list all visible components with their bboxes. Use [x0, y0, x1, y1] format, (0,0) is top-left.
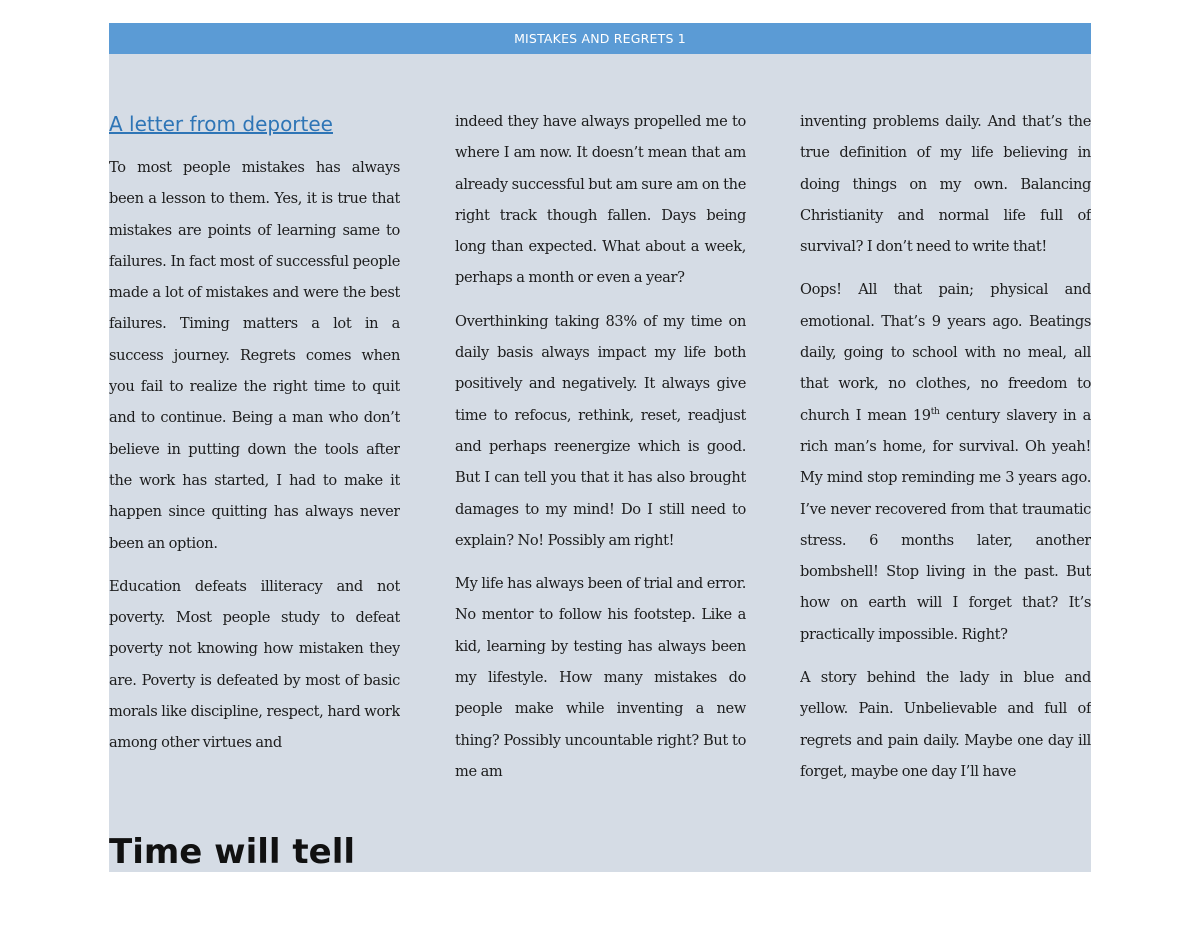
paragraph: To most people mistakes has always been a lesson to them. Yes, it is true that mistakes are points of learning same to failures. In fact most of successful people made a lot of mistakes and were the best failures. Timing matters a lot in a success journey. Regrets comes when you fail to realize the right time to quit and to continue. Being a man who don’t believe in putting down the tools after the work has started, I had to make it happen since quitting has always never been an option.: [109, 159, 400, 552]
page-header: [109, 23, 1091, 54]
document-page: [109, 23, 1091, 872]
paragraph: A story behind the lady in blue and yellow. Pain. Unbelievable and full of regrets and pain daily. Maybe one day ill forget, maybe one day I’ll have: [800, 669, 1091, 780]
paragraph: Education defeats illiteracy and not poverty. Most people study to defeat poverty not knowing how mistaken they are. Poverty is defeated by most of basic morals like discipline, respect, hard work among other virtues and: [109, 577, 400, 752]
column-1-body: [109, 152, 400, 774]
paragraph-text: century slavery in a rich man’s home, for survival. Oh yeah! My mind stop reminding me 3 years ago. I’ve never recovered from that traumatic stress. 6 months later, another bombshell! Stop living in the past. But how on earth will I forget that? It’s practically impossible. Right?: [800, 406, 1091, 643]
superscript: th: [930, 406, 940, 417]
paragraph: Overthinking taking 83% of my time on daily basis always impact my life both positively and negatively. It always give time to refocus, rethink, reset, readjust and perhaps reenergize which is good. But I can tell you that it has also brought damages to my mind! Do I still need to explain? No! Possibly am right!: [455, 312, 746, 549]
article-title[interactable]: A letter from deportee: [109, 112, 333, 136]
paragraph: inventing problems daily. And that’s the true definition of my life believing in doing things on my own. Balancing Christianity and normal life full of survival? I don’t need to write that!: [800, 113, 1091, 256]
column-3: [800, 106, 1091, 792]
paragraph: My life has always been of trial and error. No mentor to follow his footstep. Like a kid, learning by testing has always been my lifestyle. How many mistakes do people make while inventing a new thing? Possibly uncountable right? But to me am: [455, 575, 746, 780]
paragraph-text: Oops! All that pain; physical and emotional. That’s 9 years ago. Beatings daily, going to school with no meal, all that work, no clothes, no freedom to church I mean 19: [800, 281, 1091, 424]
header-title: MISTAKES AND REGRETS 1: [514, 31, 686, 46]
column-2: [455, 106, 746, 822]
section-heading: Time will tell: [109, 832, 356, 872]
column-1: [109, 109, 400, 774]
paragraph: [800, 274, 1091, 650]
paragraph: indeed they have always propelled me to where I am now. It doesn’t mean that am already successful but am sure am on the right track though fallen. Days being long than expected. What about a week, perhaps a month or even a year?: [455, 113, 746, 287]
